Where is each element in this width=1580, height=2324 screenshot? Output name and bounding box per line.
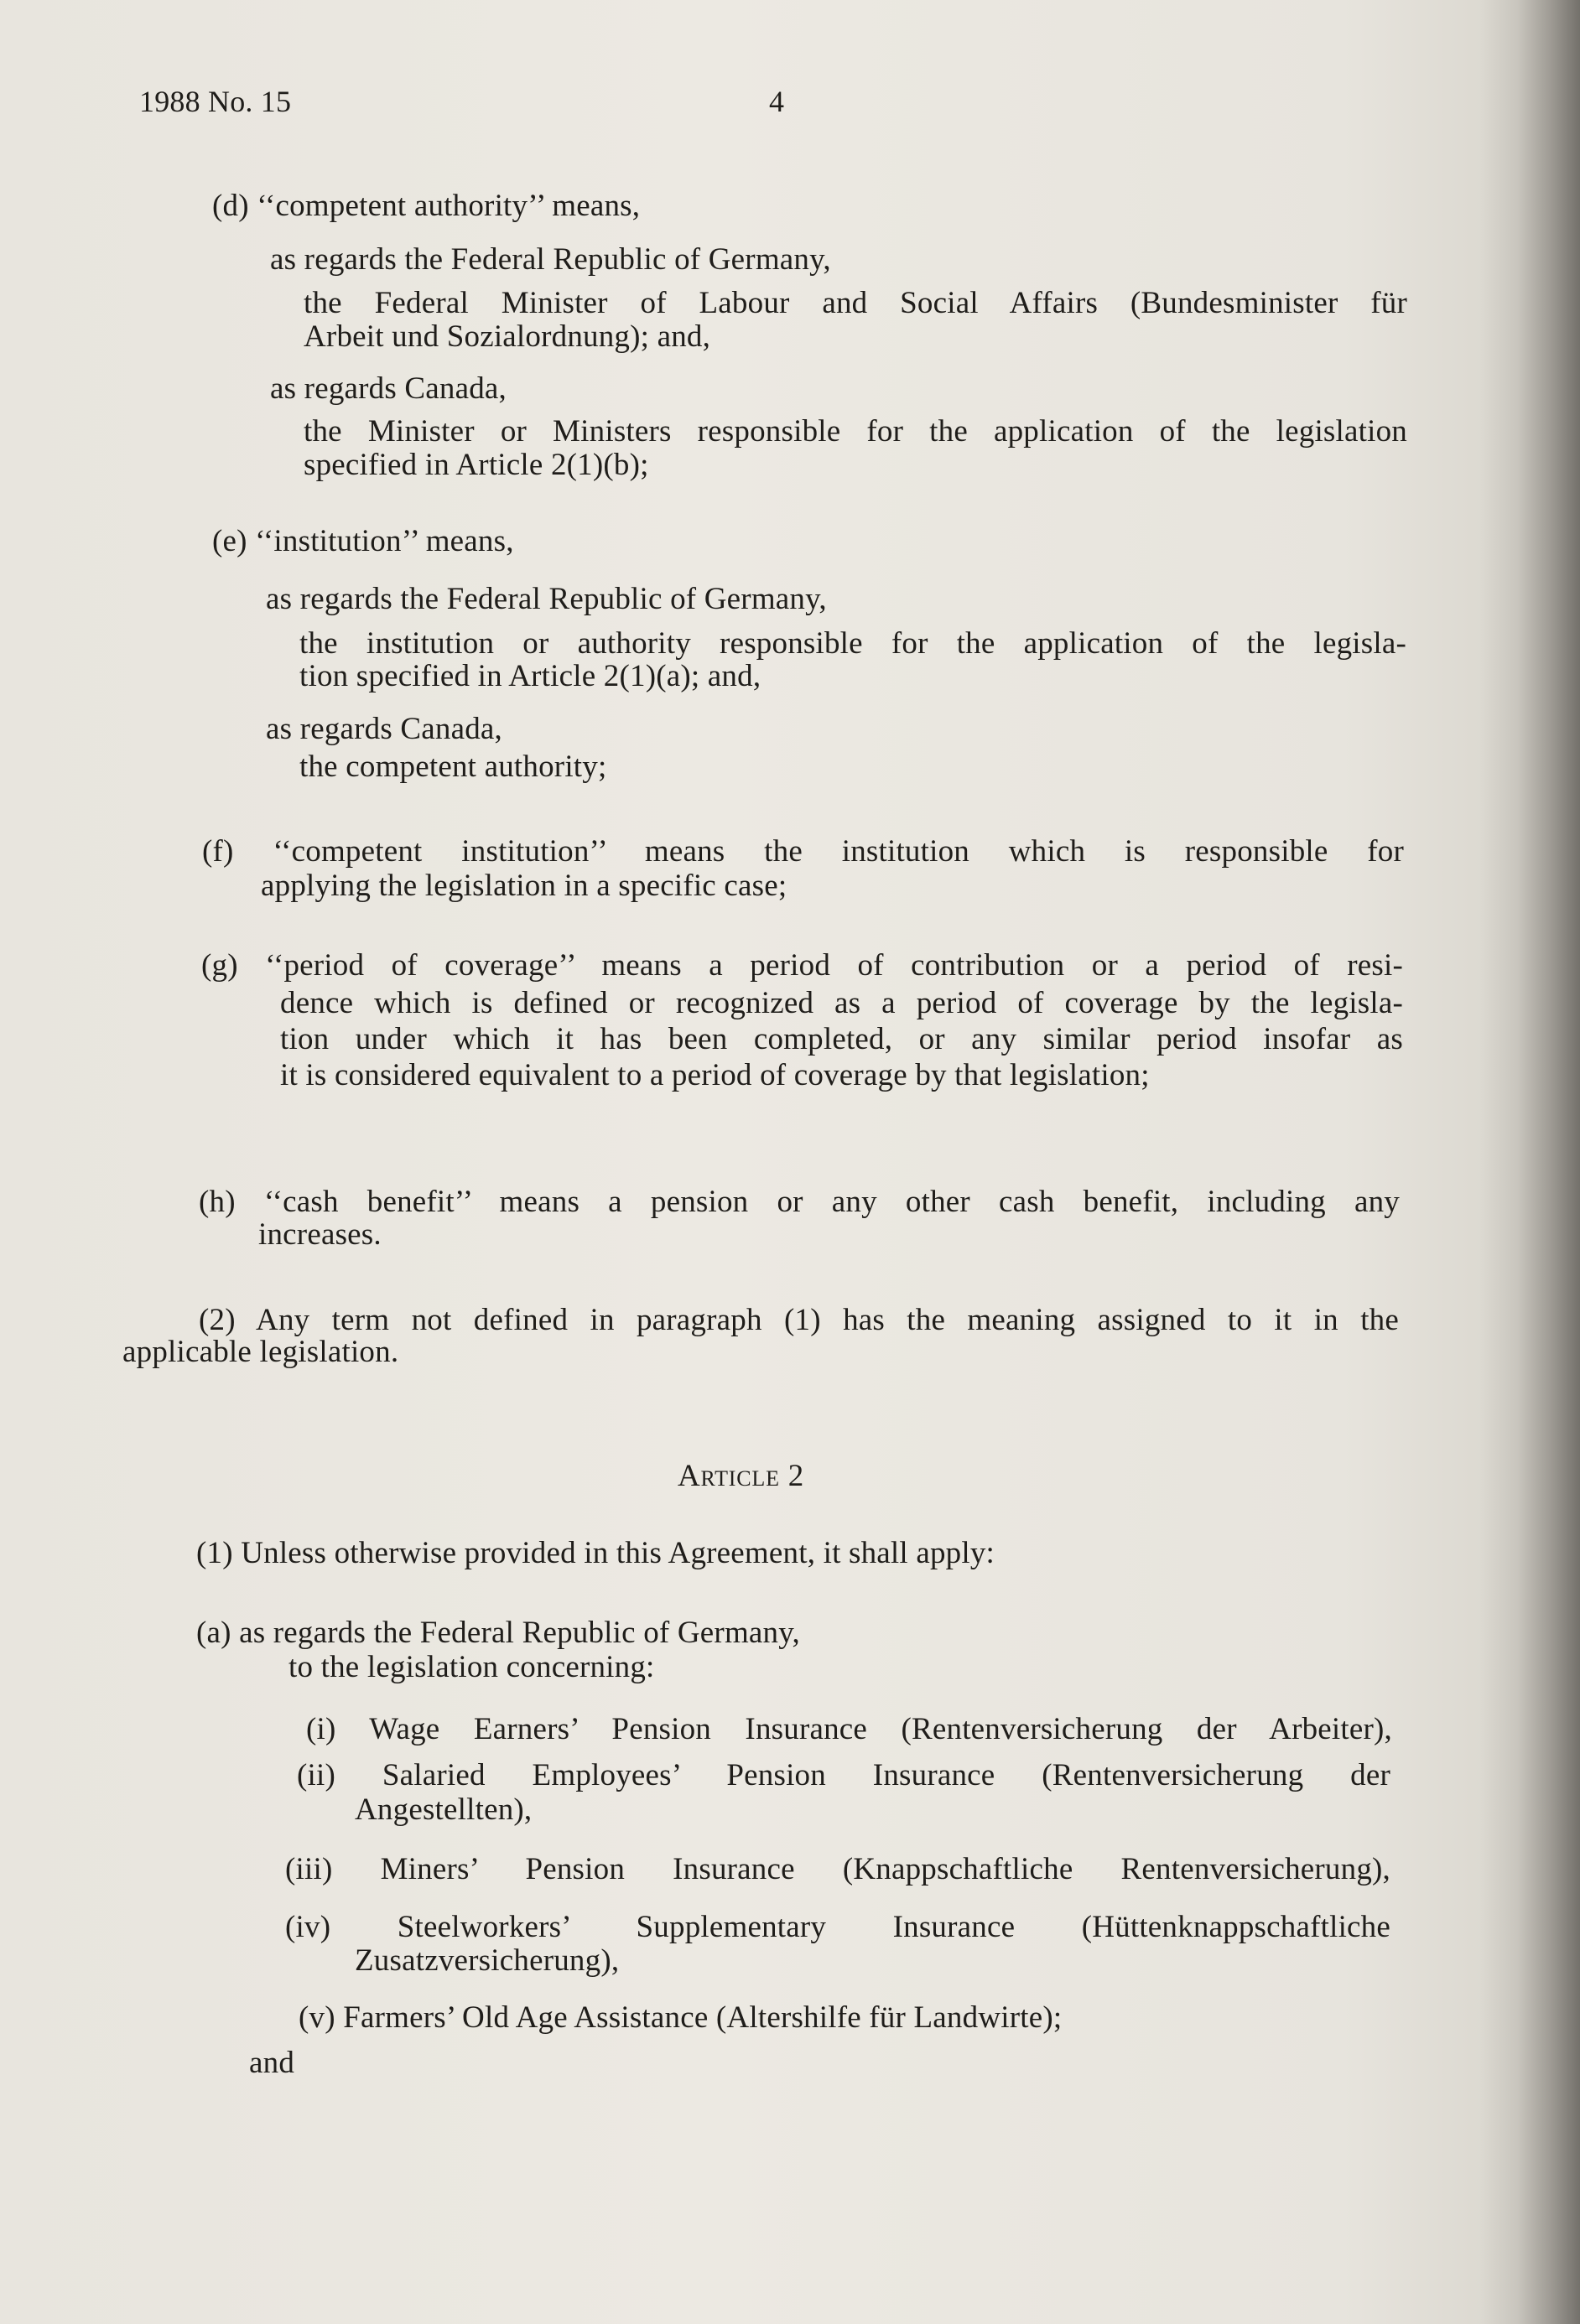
definition-f-line-2: applying the legislation in a specific case; bbox=[261, 869, 787, 903]
definition-e-heading: (e) ‘‘institution’’ means, bbox=[212, 524, 514, 558]
article-2-subitem-iv: (iv) Steelworkers’ Supplementary Insurance (Hüttenknappschaftliche bbox=[285, 1910, 1390, 1944]
article-2-heading: Article 2 bbox=[678, 1459, 805, 1493]
definition-g-line-1: (g) ‘‘period of coverage’’ means a period of contribution or a period of resi- bbox=[201, 948, 1403, 983]
article-2-subitem-iv-cont: Zusatzversicherung), bbox=[355, 1943, 620, 1978]
definition-e-canada-text: the competent authority; bbox=[299, 750, 607, 784]
header-year-number: 1988 No. 15 bbox=[139, 85, 292, 118]
definition-h-line-1: (h) ‘‘cash benefit’’ means a pension or any other cash benefit, including any bbox=[199, 1185, 1400, 1219]
definition-e-canada-label: as regards Canada, bbox=[266, 712, 503, 746]
page-number: 4 bbox=[769, 85, 785, 118]
definition-h-line-2: increases. bbox=[258, 1217, 382, 1252]
article-2-subitem-ii-cont: Angestellten), bbox=[355, 1792, 533, 1827]
definition-d-germany-label: as regards the Federal Republic of Germany, bbox=[270, 242, 831, 277]
definition-d-canada-text: the Minister or Ministers responsible for the application of the legislation bbox=[304, 414, 1407, 449]
definition-d-canada-label: as regards Canada, bbox=[270, 371, 507, 406]
definition-e-germany-text: the institution or authority responsible for the application of the legisla- bbox=[299, 626, 1406, 661]
definition-g-line-2: dence which is defined or recognized as a period of coverage by the legisla- bbox=[280, 986, 1403, 1020]
article-2-subitem-i: (i) Wage Earners’ Pension Insurance (Rentenversicherung der Arbeiter), bbox=[306, 1712, 1392, 1746]
definition-e-germany-text-cont: tion specified in Article 2(1)(a); and, bbox=[299, 659, 761, 693]
definition-g-line-3: tion under which it has been completed, or any similar period insofar as bbox=[280, 1022, 1403, 1056]
article-2-item-a: (a) as regards the Federal Republic of Germany, bbox=[196, 1616, 800, 1650]
article-2-and: and bbox=[249, 2046, 295, 2080]
paragraph-2-line-2: applicable legislation. bbox=[122, 1335, 399, 1369]
binding-shadow bbox=[1479, 0, 1580, 2324]
article-2-paragraph-1: (1) Unless otherwise provided in this Agreement, it shall apply: bbox=[196, 1536, 995, 1570]
definition-d-germany-text-cont: Arbeit und Sozialordnung); and, bbox=[304, 319, 711, 354]
article-2-subitem-iii: (iii) Miners’ Pension Insurance (Knappschaftliche Rentenversicherung), bbox=[285, 1852, 1390, 1886]
article-2-subitem-v: (v) Farmers’ Old Age Assistance (Altershilfe für Landwirte); bbox=[299, 2000, 1063, 2035]
paragraph-2-line-1: (2) Any term not defined in paragraph (1) has the meaning assigned to it in the bbox=[199, 1303, 1399, 1337]
definition-f-line-1: (f) ‘‘competent institution’’ means the institution which is responsible for bbox=[202, 834, 1404, 869]
definition-d-germany-text: the Federal Minister of Labour and Social Affairs (Bundesminister für bbox=[304, 286, 1407, 320]
article-2-subitem-ii: (ii) Salaried Employees’ Pension Insurance (Rentenversicherung der bbox=[297, 1758, 1390, 1792]
definition-d-canada-text-cont: specified in Article 2(1)(b); bbox=[304, 448, 649, 482]
definition-d-heading: (d) ‘‘competent authority’’ means, bbox=[212, 189, 641, 223]
article-2-item-a-intro: to the legislation concerning: bbox=[288, 1650, 655, 1684]
definition-e-germany-label: as regards the Federal Republic of Germany, bbox=[266, 582, 827, 616]
definition-g-line-4: it is considered equivalent to a period of coverage by that legislation; bbox=[280, 1058, 1150, 1092]
